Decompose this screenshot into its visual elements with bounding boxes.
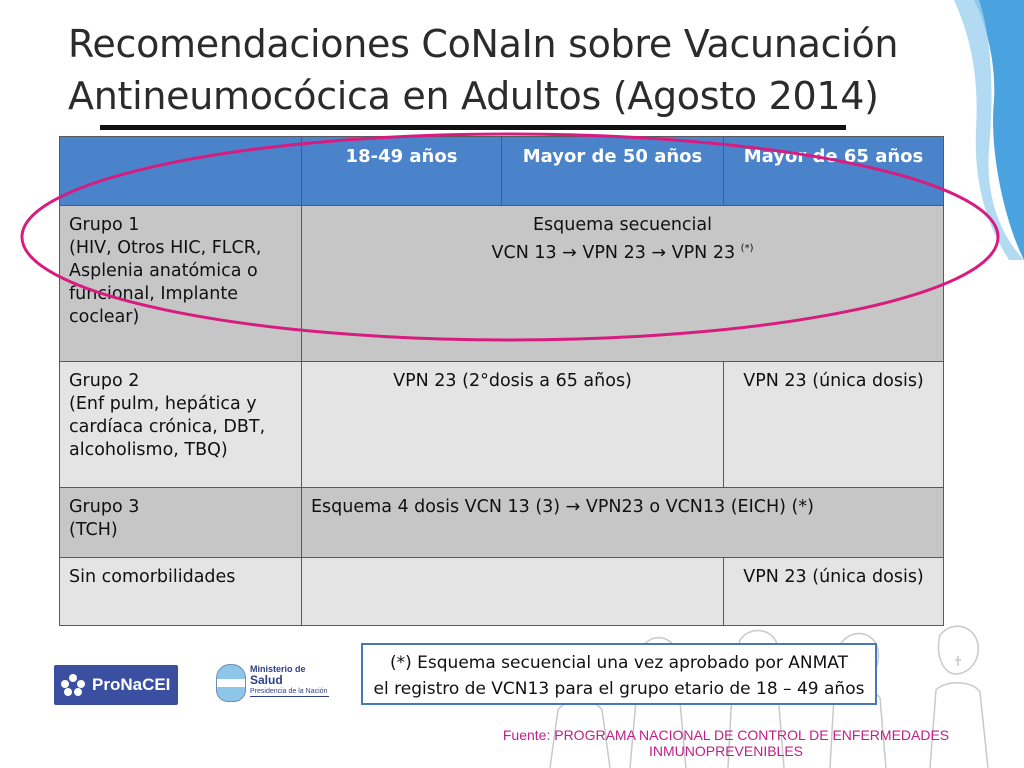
presidencia-text: Presidencia de la Nación [250, 688, 328, 695]
source-line-1: Fuente: PROGRAMA NACIONAL DE CONTROL DE ENFERMEDADES [502, 727, 950, 743]
grupo-1-scheme-footnote: (*) [740, 243, 754, 254]
grupo-2-label [60, 362, 302, 488]
source-line-2: INMUNOPREVENIBLES [648, 743, 804, 759]
header-18-49: 18-49 años [302, 137, 502, 206]
title-line-1: Recomendaciones CoNaIn sobre Vacunación [68, 22, 899, 66]
grupo-1-title: Grupo 1 [69, 215, 140, 235]
title-underline [100, 125, 846, 130]
grupo-2-desc-3: alcoholismo, TBQ) [69, 440, 228, 460]
grupo-1-label [60, 206, 302, 362]
source-citation [470, 727, 982, 759]
sin-comorbilidades-col-18-65 [302, 558, 724, 626]
grupo-1-scheme-cell [302, 206, 944, 362]
table-row-grupo-1 [60, 206, 944, 362]
grupo-1-scheme: VCN 13 → VPN 23 → VPN 23 [491, 242, 736, 263]
ministerio-text: Ministerio de [250, 664, 306, 674]
table-header-row [60, 137, 944, 206]
header-empty [60, 137, 302, 206]
table-row-grupo-2 [60, 362, 944, 488]
footnote-box [361, 643, 877, 705]
grupo-1-desc-1: (HIV, Otros HIC, FLCR, [69, 238, 262, 258]
grupo-3-desc: (TCH) [69, 520, 118, 540]
grupo-1-desc-3: funcional, Implante [69, 284, 238, 304]
grupo-1-desc-4: coclear) [69, 307, 140, 327]
sin-comorbilidades-col-65: VPN 23 (única dosis) [724, 558, 944, 626]
pronacei-logo-text: ProNaCEI [92, 675, 171, 694]
recommendation-table [59, 136, 944, 626]
table-row-grupo-3 [60, 488, 944, 558]
grupo-1-desc-2: Asplenia anatómica o [69, 261, 258, 281]
footnote-line-2: el registro de VCN13 para el grupo etario de 18 – 49 años [373, 679, 865, 699]
grupo-3-title: Grupo 3 [69, 497, 140, 517]
grupo-3-scheme: Esquema 4 dosis VCN 13 (3) → VPN23 o VCN13 (EICH) (*) [302, 488, 944, 558]
grupo-3-label [60, 488, 302, 558]
title-line-2: Antineumocócica en Adultos (Agosto 2014) [68, 74, 879, 118]
table-row-sin-comorbilidades [60, 558, 944, 626]
header-mayor-50: Mayor de 50 años [502, 137, 724, 206]
argentina-seal-icon [216, 664, 246, 702]
grupo-2-desc-1: (Enf pulm, hepática y [69, 394, 257, 414]
salud-text: Salud [250, 673, 283, 687]
ministerio-salud-logo [216, 660, 346, 706]
pronacei-logo [54, 665, 178, 705]
pronacei-flower-icon [60, 673, 86, 697]
grupo-2-desc-2: cardíaca crónica, DBT, [69, 417, 266, 437]
sin-comorbilidades-label: Sin comorbilidades [60, 558, 302, 626]
grupo-1-scheme-title: Esquema secuencial [533, 215, 712, 235]
grupo-2-title: Grupo 2 [69, 371, 140, 391]
grupo-2-col-65: VPN 23 (única dosis) [724, 362, 944, 488]
footnote-line-1: (*) Esquema secuencial una vez aprobado por ANMAT [390, 653, 848, 673]
decorative-blue-swoosh [934, 0, 1024, 260]
header-mayor-65: Mayor de 65 años [724, 137, 944, 206]
page-title [68, 18, 898, 122]
grupo-2-col-18-65: VPN 23 (2°dosis a 65 años) [302, 362, 724, 488]
